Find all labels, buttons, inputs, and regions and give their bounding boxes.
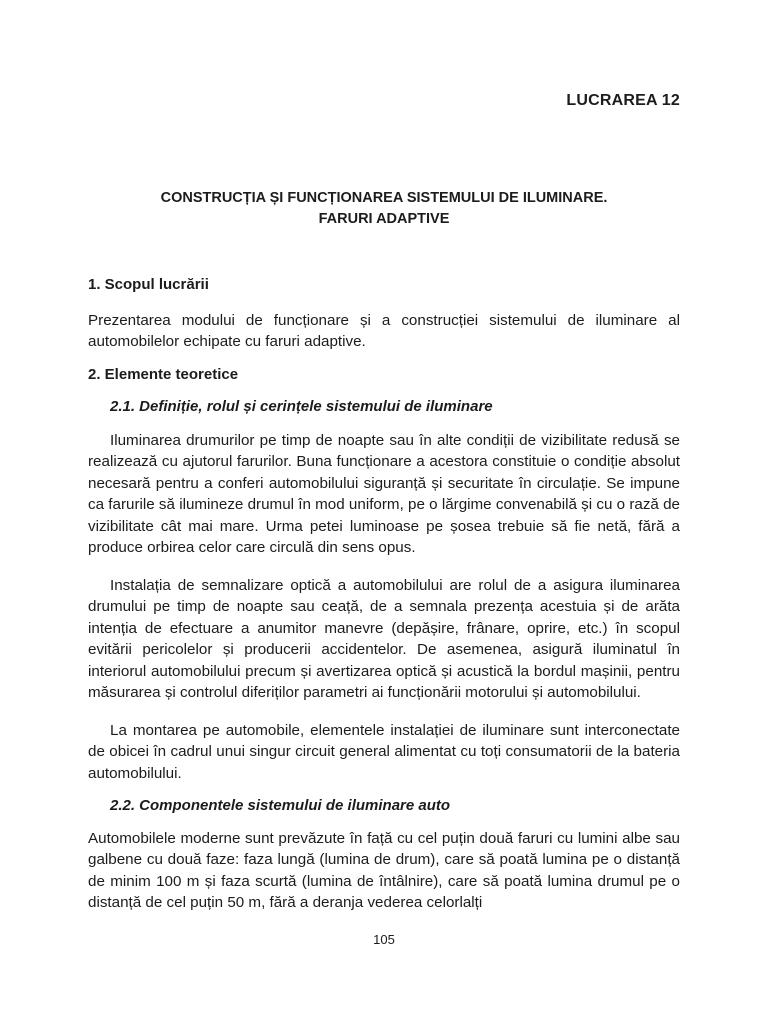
section-2-2-heading: 2.2. Componentele sistemului de iluminare auto bbox=[110, 797, 451, 814]
section-2-heading: 2. Elemente teoretice bbox=[88, 366, 239, 383]
work-number: LUCRAREA 12 bbox=[566, 92, 680, 109]
section-2-1-heading: 2.1. Definiție, rolul și cerințele sistemului de iluminare bbox=[110, 398, 493, 415]
section-1-heading: 1. Scopul lucrării bbox=[88, 276, 209, 293]
section-2-1-paragraph-1: Iluminarea drumurilor pe timp de noapte sau în alte condiții de vizibilitate redusă se realizează cu ajutorul farurilor. Buna funcționare a acestora constituie o condiție absolut necesară pentru a conferi automobilului siguranță și securitate în circulație. Se impune ca farurile să ilumineze drumul în mod uniform, pe o lărgime convenabilă și cu o rază de vizibilitate cât mai mare. Urma petei luminoase pe șosea trebuie să fie netă, fără a produce orbirea celor care circulă din sens opus. bbox=[88, 432, 680, 557]
title-line-2: FARURI ADAPTIVE bbox=[318, 211, 450, 227]
document-page bbox=[88, 0, 680, 1024]
section-2-1-paragraph-2: Instalația de semnalizare optică a automobilului are rolul de a asigura iluminarea drumului pe timp de noapte sau ceață, de a semnala prezența acestuia și de arăta intenția de efectuare a anumitor manevre (depășire, frânare, oprire, etc.) în scopul evitării pericolelor și producerii accidentelor. De asemenea, asigură iluminatul în interiorul automobilului precum și avertizarea optică și acustică la bordul mașinii, pentru măsurarea și controlul diferiților parametri ai funcționării motorului și automobilului. bbox=[88, 577, 680, 702]
section-1-paragraph: Prezentarea modului de funcționare și a construcției sistemului de iluminare al automobilelor echipate cu faruri adaptive. bbox=[88, 312, 680, 351]
document-title bbox=[88, 188, 680, 230]
section-2-1-paragraph-3: La montarea pe automobile, elementele instalației de iluminare sunt interconectate de obicei în cadrul unui singur circuit general alimentat cu toți consumatorii de la bateria automobilului. bbox=[88, 722, 680, 782]
page-number: 105 bbox=[373, 932, 395, 947]
section-2-2-paragraph-1: Automobilele moderne sunt prevăzute în față cu cel puțin două faruri cu lumini albe sau galbene cu două faze: faza lungă (lumina de drum), care să poată lumina pe o distanță de minim 100 m și faza scurtă (lumina de întâlnire), care să poată lumina drumul pe o distanță de cel puțin 50 m, fără a deranja vederea celorlalți bbox=[88, 830, 680, 912]
title-line-1: CONSTRUCȚIA ȘI FUNCȚIONAREA SISTEMULUI DE ILUMINARE. bbox=[160, 190, 608, 206]
